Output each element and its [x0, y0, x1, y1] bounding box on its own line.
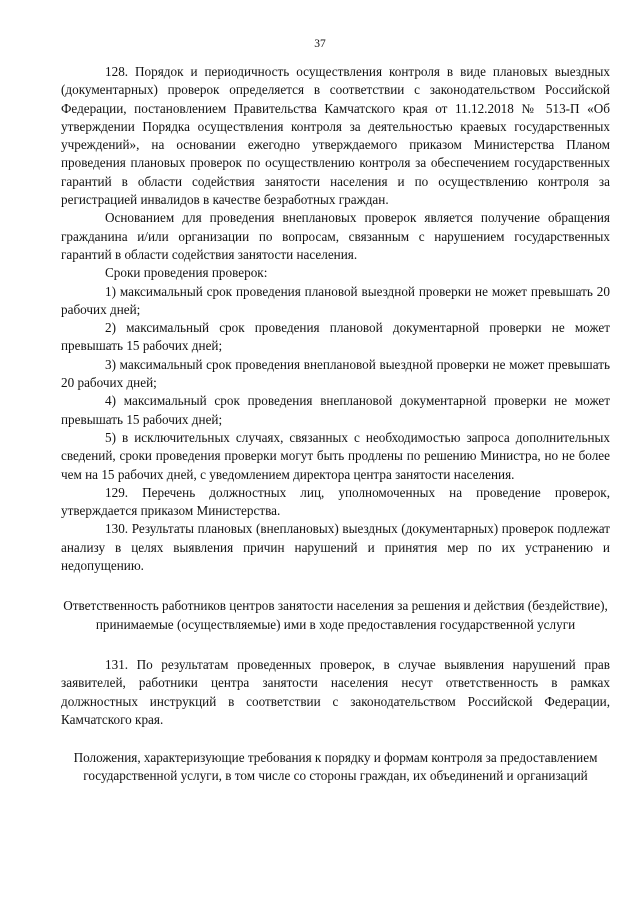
- paragraph-unscheduled-grounds: Основанием для проведения внеплановых проверок является получение обращения гражданина и/или организации по вопросам, связанным с нарушением государственных гарантий в области содействия занятости населения.: [61, 210, 610, 262]
- paragraph-128: 128. Порядок и периодичность осуществления контроля в виде плановых выездных (документарных) проверок определяется в соответствии с законодательством Российской Федерации, постановлением Правительства Камчатского края от 11.12.2018 № 513-П «Об утверждении Порядка осуществления контроля за деятельностью краевых государственных учреждений», на основании ежегодно утверждаемого приказом Министерства Планом проведения плановых проверок по осуществлению контроля за обеспечением государственных гарантий в области содействия занятости населения и по осуществлению контроля за регистрацией инвалидов в качестве безработных граждан.: [61, 64, 610, 208]
- list-item-term-3: 3) максимальный срок проведения внеплановой выездной проверки не может превышать 20 рабочих дней;: [61, 356, 610, 391]
- document-body: [61, 63, 610, 786]
- list-item-term-1: 1) максимальный срок проведения плановой выездной проверки не может превышать 20 рабочих дней;: [61, 283, 610, 317]
- paragraph-129: 129. Перечень должностных лиц, уполномоченных на проведение проверок, утверждается приказом Министерства.: [61, 484, 610, 519]
- list-item-term-5: 5) в исключительных случаях, связанных с необходимостью запроса дополнительных сведений, сроки проведения проверки могут быть продлены по решению Министра, но не более чем на 15 рабочих дней, с уведомлением директора центра занятости населения.: [61, 429, 610, 482]
- paragraph-terms-intro: Сроки проведения проверок:: [105, 265, 268, 281]
- paragraph-130: 130. Результаты плановых (внеплановых) выездных (документарных) проверок подлежат анализу в целях выявления причин нарушений и принятия мер по их устранению и недопущению.: [61, 521, 610, 574]
- page-number: 37: [314, 38, 326, 50]
- list-item-term-4: 4) максимальный срок проведения внеплановой документарной проверки не может превышать 15 рабочих дней;: [61, 393, 610, 427]
- list-item-term-2: 2) максимальный срок проведения плановой документарной проверки не может превышать 15 рабочих дней;: [61, 320, 610, 354]
- section-heading-control-requirements: Положения, характеризующие требования к порядку и формам контроля за предоставлением государственной услуги, в том числе со стороны граждан, их объединений и организаций: [73, 750, 598, 784]
- paragraph-131: 131. По результатам проведенных проверок, в случае выявления нарушений прав заявителей, работники центра занятости населения несут ответственность в рамках должностных инструкций в соответствии с законодательством Российской Федерации, Камчатского края.: [61, 656, 610, 727]
- section-heading-responsibility: Ответственность работников центров занятости населения за решения и действия (бездействие), принимаемые (осуществляемые) ими в ходе предоставления государственной услуги: [63, 598, 608, 632]
